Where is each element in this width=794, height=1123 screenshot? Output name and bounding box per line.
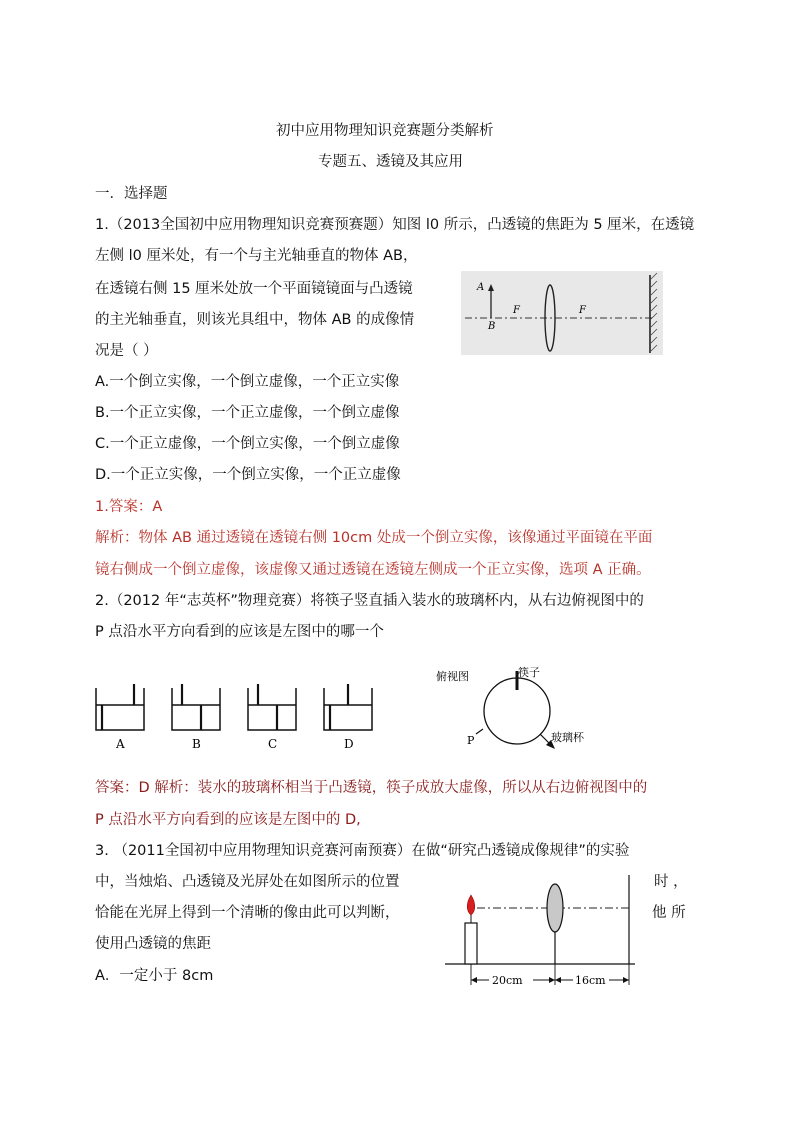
q1-line-2: 左侧 l0 厘米处，有一个与主光轴垂直的物体 AB， (95, 248, 418, 264)
q1-fig-label-f2: F (579, 305, 586, 316)
q2-answer-line-1: 答案：D 解析：装水的玻璃杯相当于凸透镜，筷子成放大虚像，所以从右边俯视图中的 (95, 780, 648, 796)
point-p-label: P (467, 734, 475, 747)
candle-flame (467, 895, 475, 915)
cup-label-b: B (192, 737, 201, 751)
q1-line-3: 在透镜右侧 15 厘米处放一个平面镜镜面与凸透镜 (95, 281, 413, 297)
q2-line-2: P 点沿水平方向看到的应该是左图中的哪一个 (95, 624, 384, 640)
q1-lens-figure (461, 271, 663, 355)
q1-option-a: A.一个倒立实像，一个倒立虚像，一个正立实像 (95, 374, 400, 390)
q2-line-1: 2.（2012 年“志英杯”物理竞赛）将筷子竖直插入装水的玻璃杯内，从右边俯视图中的 (95, 593, 644, 609)
q1-option-b: B.一个正立实像，一个正立虚像，一个倒立虚像 (95, 405, 400, 421)
distance-label-2: 16cm (575, 974, 606, 987)
cup-a (96, 688, 144, 730)
cup-b (172, 688, 220, 730)
q3-line-4: 使用凸透镜的焦距 (95, 936, 211, 952)
q1-answer: 1.答案：A (95, 499, 163, 515)
page-title: 初中应用物理知识竞赛题分类解析 (276, 123, 494, 139)
q3-line-2a: 中，当烛焰、凸透镜及光屏处在如图所示的位置 (95, 874, 400, 890)
q2-answer-line-2: P 点沿水平方向看到的应该是左图中的 D, (95, 812, 361, 828)
q1-line-1: 1.（2013全国初中应用物理知识竞赛预赛题）知图 l0 所示，凸透镜的焦距为 5 厘米，在透镜 (95, 217, 695, 233)
cup-label-d: D (344, 737, 354, 751)
convex-lens (547, 884, 563, 932)
q1-fig-label-f1: F (513, 305, 520, 316)
q3-optical-bench-figure (445, 875, 645, 989)
q3-line-3a: 恰能在光屏上得到一个清晰的像由此可以判断， (95, 905, 400, 921)
q2-cups-figure (94, 682, 384, 752)
q1-analysis-line-2: 镜右侧成一个倒立虚像，该虚像又通过透镜在透镜左侧成一个正立实像，选项 A 正确。 (95, 562, 651, 578)
q1-option-d: D.一个正立实像，一个倒立实像，一个正立虚像 (95, 467, 401, 483)
q3-line-1: 3. （2011全国初中应用物理知识竞赛河南预赛）在做“研究凸透镜成像规律”的实验 (95, 843, 630, 859)
q3-line-2b: 时 ， (654, 874, 688, 890)
top-view-title: 俯视图 (436, 670, 469, 683)
q1-line-4: 的主光轴垂直，则该光具组中，物体 AB 的成像情 (95, 312, 415, 328)
q1-option-c: C.一个正立虚像，一个倒立实像，一个倒立虚像 (95, 436, 400, 452)
cup-c (248, 688, 296, 730)
q1-line-5: 况是（ ） (95, 343, 158, 359)
distance-label-1: 20cm (492, 974, 523, 987)
section-heading: 一．选择题 (95, 186, 168, 202)
q3-option-a: A．一定小于 8cm (95, 968, 214, 984)
q1-analysis-line-1: 解析：物体 AB 通过透镜在透镜右侧 10cm 处成一个倒立实像，该像通过平面镜在平面 (95, 530, 653, 546)
cup-label-a: A (116, 737, 125, 751)
q2-top-view-figure (433, 662, 613, 746)
q1-fig-label-a: A (477, 282, 485, 293)
chopstick-label: 筷子 (518, 666, 540, 679)
cup-label: 玻璃杯 (551, 731, 584, 744)
q1-fig-label-b: B (488, 321, 496, 332)
q3-line-3b: 他 所 (652, 905, 686, 921)
page-subtitle: 专题五、透镜及其应用 (318, 154, 463, 170)
cup-label-c: C (268, 737, 278, 751)
candle (465, 923, 477, 964)
